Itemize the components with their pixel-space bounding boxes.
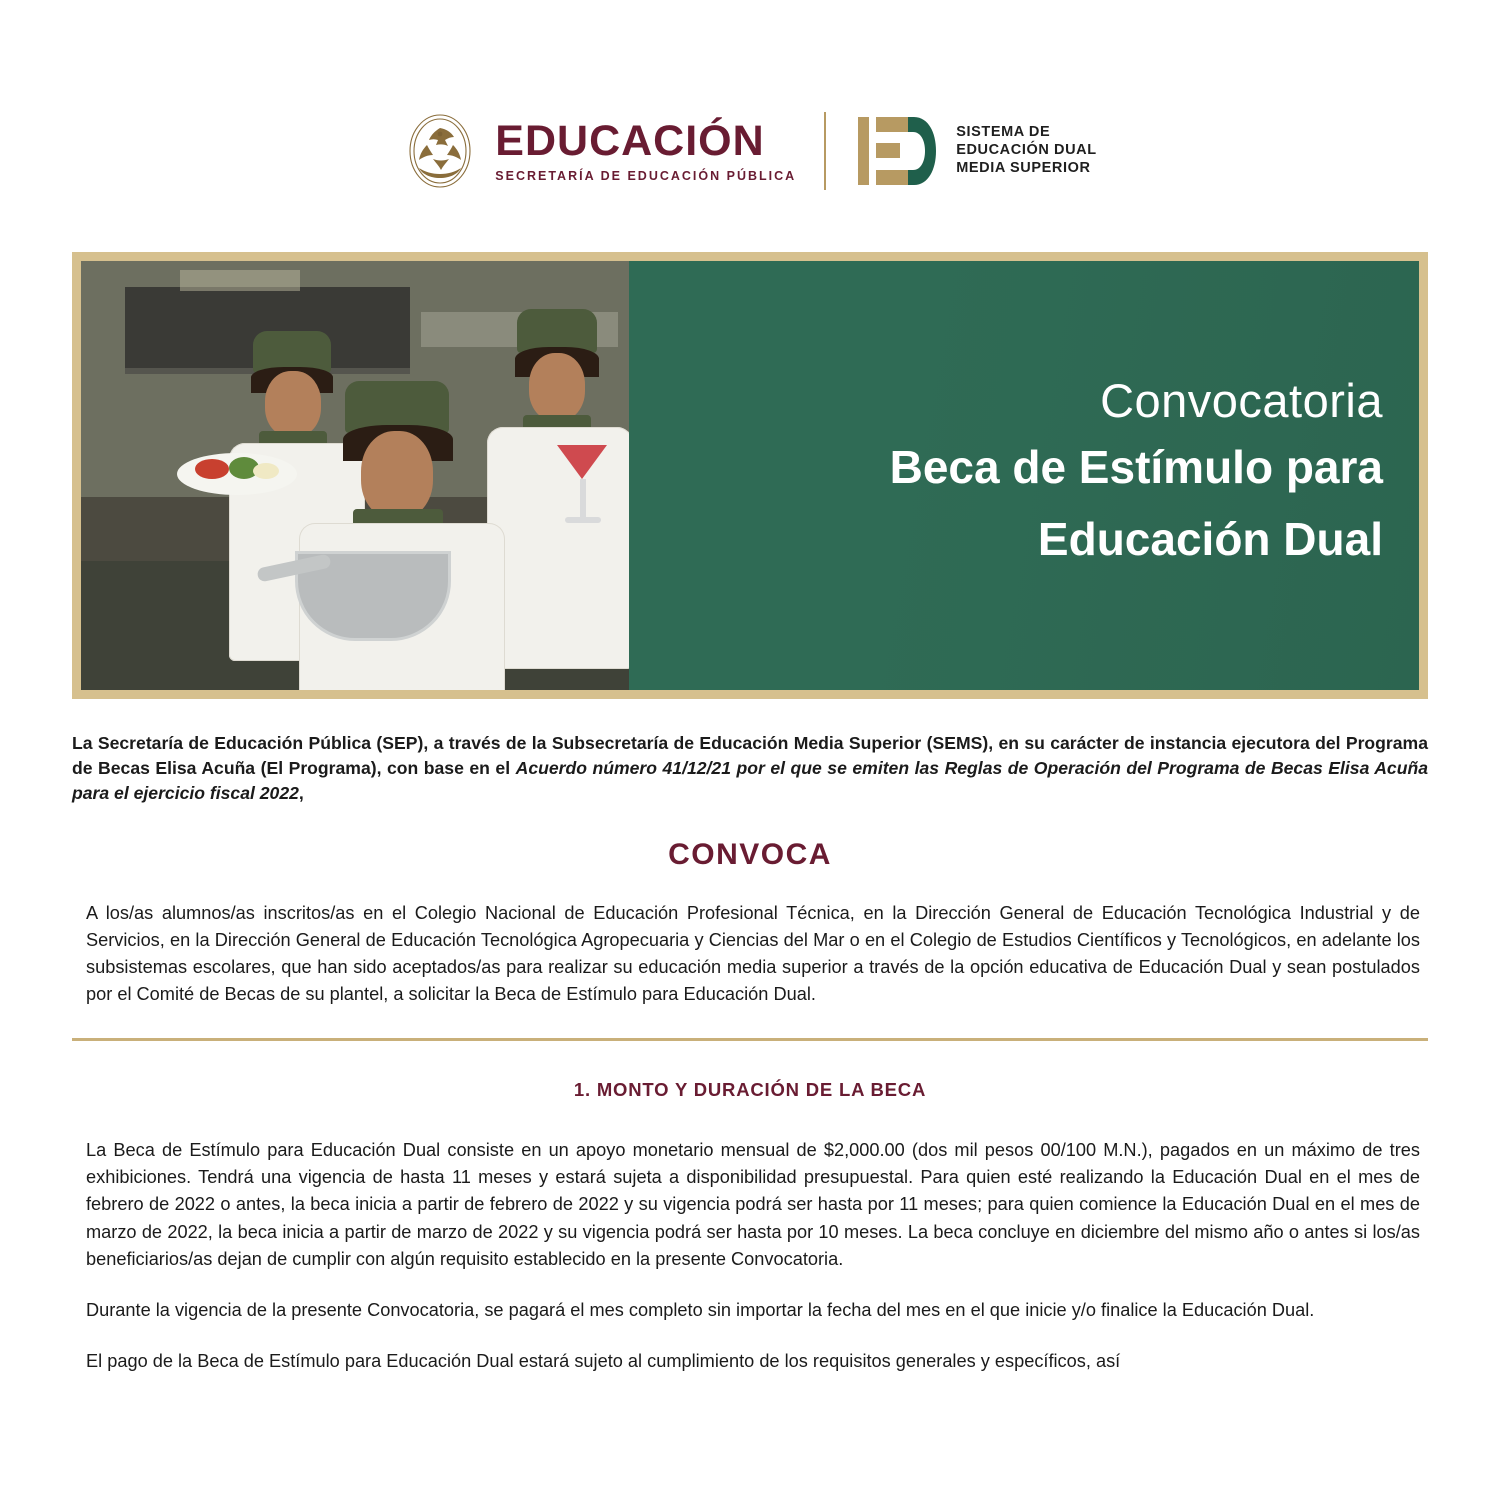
food-plate-prop xyxy=(177,453,297,495)
intro-italic-reference: Acuerdo número 41/12/21 por el que se emiten las Reglas de Operación del Programa de Becas Elisa Acuña para el ejercicio fiscal 2022 xyxy=(72,757,1428,803)
document-header xyxy=(72,0,1428,206)
hero-title-panel xyxy=(629,261,1419,690)
hero-line-3: Educación Dual xyxy=(1037,512,1383,565)
sep-logo xyxy=(403,112,796,190)
intro-paragraph xyxy=(72,731,1428,806)
hero-line-2: Beca de Estímulo para xyxy=(889,441,1383,494)
mexican-eagle-emblem-icon xyxy=(403,112,477,190)
dual-line-1: SISTEMA DE xyxy=(956,124,1051,141)
hero-photo xyxy=(81,261,629,690)
convoca-heading: CONVOCA xyxy=(668,837,832,871)
intro-part-2: , xyxy=(298,782,304,803)
sep-title: EDUCACIÓN xyxy=(495,116,765,165)
hero-banner xyxy=(72,252,1428,699)
logo-divider xyxy=(824,112,826,190)
dual-education-monogram-icon xyxy=(854,113,940,189)
sep-wordmark xyxy=(495,116,797,183)
hero-line-1: Convocatoria xyxy=(1100,374,1383,428)
student-chef-center xyxy=(299,381,509,690)
section-1-title: 1. MONTO Y DURACIÓN DE LA BECA xyxy=(573,1078,927,1100)
sep-subtitle: SECRETARÍA DE EDUCACIÓN PÚBLICA xyxy=(495,168,797,183)
section-1-paragraph-2: Durante la vigencia de la presente Convocatoria, se pagará el mes completo sin importar la fecha del mes en el que inicie y/o finalice la Educación Dual. xyxy=(86,1300,1315,1321)
dual-line-2: EDUCACIÓN DUAL xyxy=(956,142,1097,159)
dual-line-3: MEDIA SUPERIOR xyxy=(956,159,1091,176)
section-1-paragraph-3: El pago de la Beca de Estímulo para Educación Dual estará sujeto al cumplimiento de los requisitos generales y específicos, así xyxy=(86,1351,1121,1372)
intro-part-1: La Secretaría de Educación Pública (SEP), a través de la Subsecretaría de Educación Media Superior (SEMS), en su carácter de instancia ejecutora del Programa de Becas Elisa Acuña (El Programa), con base en el xyxy=(72,733,1428,778)
dual-education-logo xyxy=(854,113,1097,189)
section-1-paragraph-1: La Beca de Estímulo para Educación Dual consiste en un apoyo monetario mensual de $2,000.00 (dos mil pesos 00/100 M.N.), pagados en un máximo de tres exhibiciones. Tendrá una vigencia de hasta 11 meses y estará sujeta a disponibilidad presupuestal. Para quien esté realizando la Educación Dual en el mes de febrero de 2022 o antes, la beca inicia a partir de febrero de 2022 y su vigencia podrá ser hasta por 11 meses; para quien comience la Educación Dual en el mes de marzo de 2022, la beca inicia a partir de marzo de 2022 y su vigencia podrá ser hasta por 10 meses. La beca concluye en diciembre del mismo año o antes si los/as beneficiarios/as dejan de cumplir con algún requisito establecido en la presente Convocatoria. xyxy=(86,1139,1420,1269)
dual-education-wordmark xyxy=(956,124,1097,177)
convoca-paragraph: A los/as alumnos/as inscritos/as en el Colegio Nacional de Educación Profesional Técnica, en la Dirección General de Educación Tecnológica Industrial y de Servicios, en la Dirección General de Educación Tecnológica Agropecuaria y Ciencias del Mar o en el Colegio de Estudios Científicos y Tecnológicos, en adelante los subsistemas escolares, que han sido aceptados/as para realizar su educación media superior a través de la opción educativa de Educación Dual y sean postulados por el Comité de Becas de su plantel, a solicitar la Beca de Estímulo para Educación Dual. xyxy=(86,902,1420,1004)
cocktail-glass-prop xyxy=(551,441,615,537)
gold-divider xyxy=(72,1038,1428,1041)
